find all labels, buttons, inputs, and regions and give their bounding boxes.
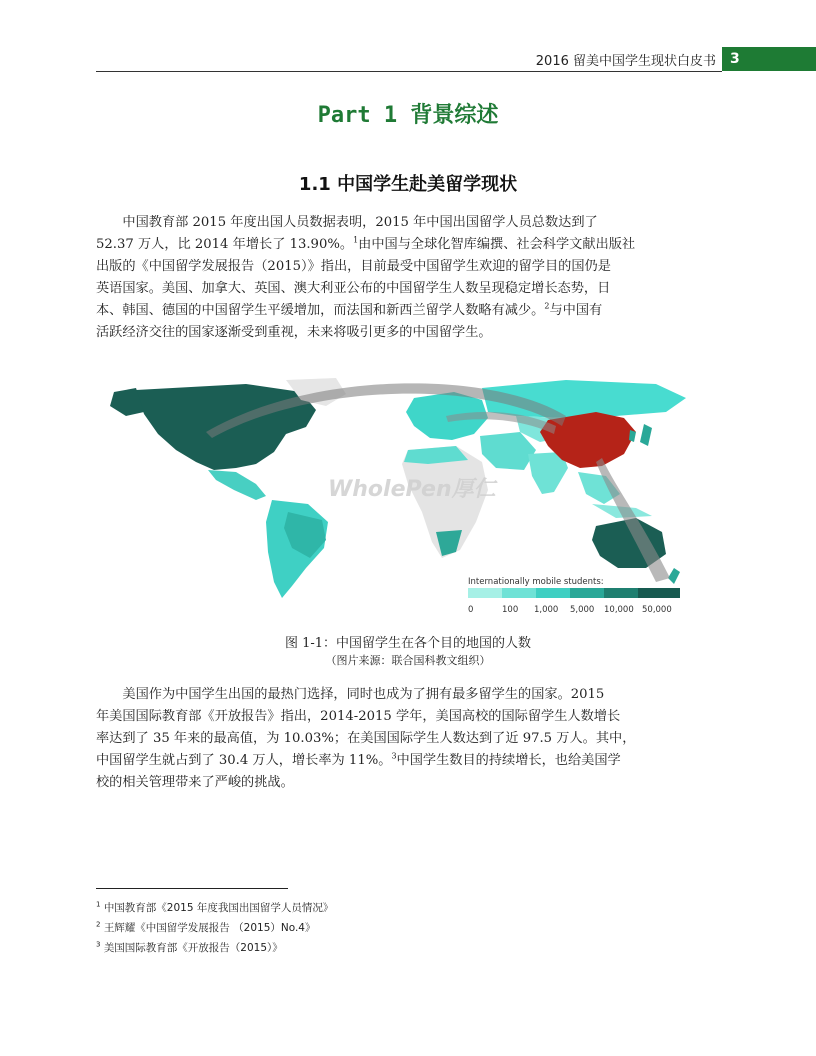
footnotes — [96, 898, 720, 958]
legend-swatch — [604, 588, 638, 598]
world-map-figure — [96, 372, 720, 630]
running-header: 2016 留美中国学生现状白皮书 — [535, 54, 716, 69]
footnote-rule — [96, 888, 288, 889]
para1-line: 英语国家。美国、加拿大、英国、澳大利亚公布的中国留学生人数呈现稳定增长态势，日 — [96, 281, 611, 296]
footnote-ref-1[interactable]: 1 — [353, 235, 359, 245]
para1-line: 中国教育部 2015 年度出国人员数据表明，2015 年中国出国留学人员总数达到了 — [122, 215, 598, 230]
para1-line: 本、韩国、德国的中国留学生平缓增加，而法国和新西兰留学人数略有减少。$^2$与中国有 — [96, 301, 603, 318]
legend-swatch — [502, 588, 536, 598]
para2-line: 美国作为中国学生出国的最热门选择，同时也成为了拥有最多留学生的国家。2015 — [122, 687, 605, 702]
figure-source: （图片来源：联合国科教文组织） — [325, 654, 491, 667]
world-map — [96, 372, 720, 630]
legend-tick: 100 — [502, 605, 519, 615]
part-title: Part 1 背景综述 — [317, 103, 499, 128]
footnote-item: $^2$ 王辉耀《中国留学发展报告 （2015）No.4》 — [96, 920, 316, 934]
para1-line: 活跃经济交往的国家逐渐受到重视，未来将吸引更多的中国留学生。 — [96, 325, 492, 340]
watermark-text: WholePen厚仁 — [328, 477, 496, 502]
header-rule — [96, 71, 722, 72]
legend-swatch — [570, 588, 604, 598]
figure-caption: 图 1-1：中国留学生在各个目的地国的人数 — [284, 636, 532, 651]
legend-swatch — [638, 588, 680, 598]
legend-swatches — [468, 588, 680, 598]
legend-swatch — [536, 588, 570, 598]
footnote-ref-3[interactable]: 3 — [391, 751, 397, 761]
paragraph-2 — [96, 684, 720, 794]
paragraph-1 — [96, 212, 720, 344]
footnote-item: $^1$ 中国教育部《2015 年度我国出国留学人员情况》 — [96, 900, 334, 914]
para2-line: 中国留学生就占到了 30.4 万人，增长率为 11%。$^3$中国学生数目的持续增长，也给美国学 — [96, 751, 621, 768]
page-number: 3 — [722, 47, 816, 71]
legend-tick: 1,000 — [534, 605, 559, 615]
footnote-item: $^3$ 美国国际教育部《开放报告（2015）》 — [96, 940, 283, 954]
para1-line: 52.37 万人，比 2014 年增长了 13.90%。$^1$由中国与全球化智库编撰、社会科学文献出版社 — [96, 235, 636, 252]
legend-swatch — [468, 588, 502, 598]
footnote-ref-2[interactable]: 2 — [544, 301, 550, 311]
legend-tick: 50,000 — [642, 605, 672, 615]
legend-tick: 10,000 — [604, 605, 634, 615]
legend-tick: 5,000 — [570, 605, 595, 615]
legend-title: Internationally mobile students: — [468, 577, 604, 587]
para1-line: 出版的《中国留学发展报告（2015）》指出，目前最受中国留学生欢迎的留学目的国仍是 — [96, 259, 611, 274]
para2-line: 率达到了 35 年来的最高值，为 10.03%；在美国国际学生人数达到了近 97.5 万人。其中， — [96, 731, 636, 746]
para2-line: 年美国国际教育部《开放报告》指出，2014-2015 学年，美国高校的国际留学生人数增长 — [96, 709, 621, 724]
section-title: 1.1 中国学生赴美留学现状 — [298, 174, 518, 195]
para2-line: 校的相关管理带来了严峻的挑战。 — [96, 775, 294, 790]
legend-tick: 0 — [468, 605, 474, 615]
